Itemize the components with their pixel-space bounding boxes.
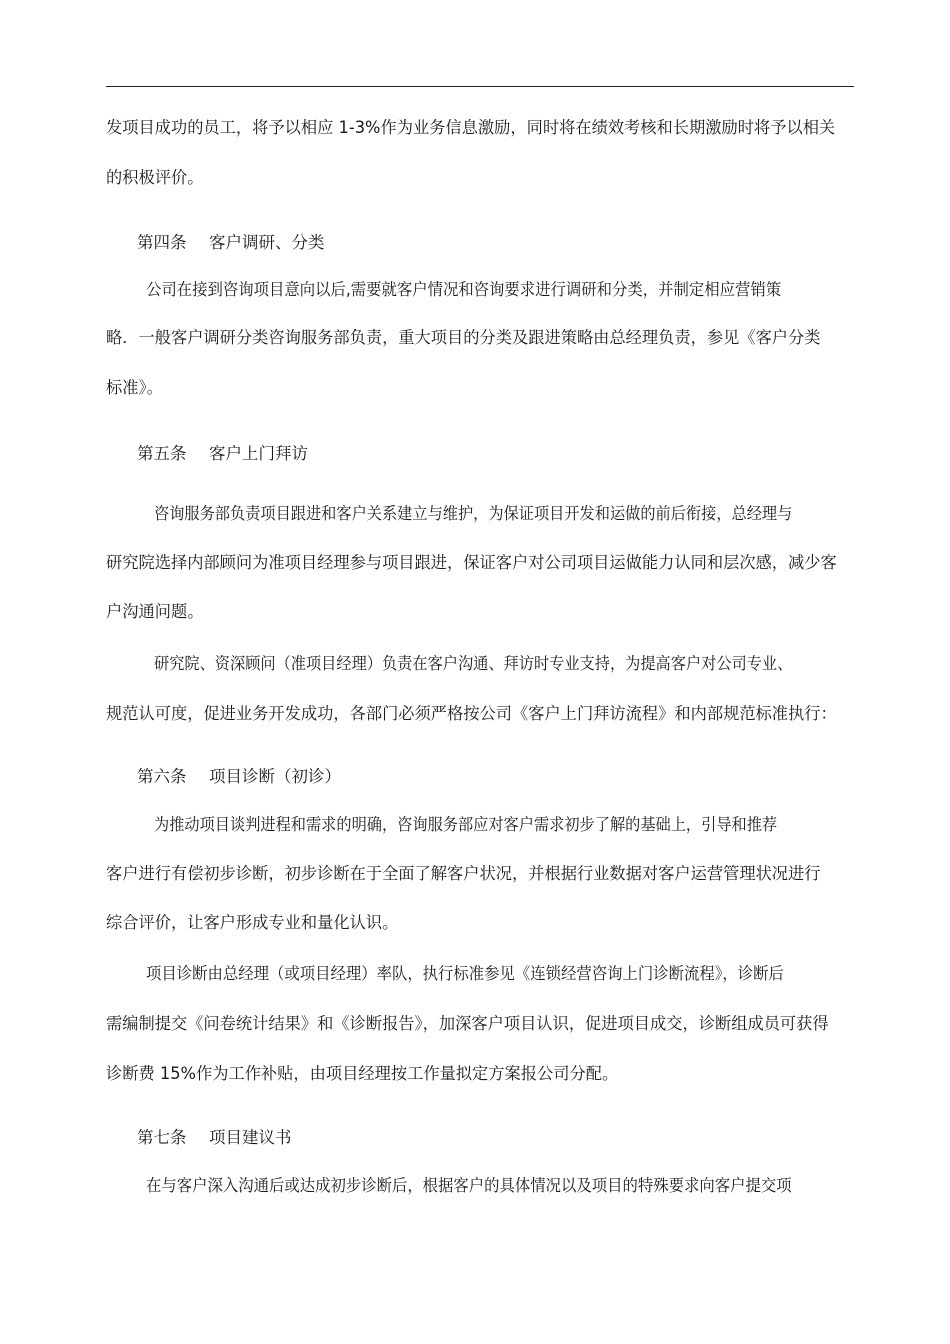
paragraph-line: 综合评价，让客户形成专业和量化认识。 <box>106 913 399 932</box>
paragraph-line: 规范认可度，促进业务开发成功，各部门必须严格按公司《客户上门拜访流程》和内部规范标准执行： <box>106 704 837 723</box>
paragraph-line: 标准》。 <box>106 378 163 397</box>
paragraph-line: 略．一般客户调研分类咨询服务部负责，重大项目的分类及跟进策略由总经理负责，参见《客户分类 <box>106 328 821 347</box>
paragraph-line: 研究院、资深顾问（准项目经理）负责在客户沟通、拜访时专业支持，为提高客户对公司专业、 <box>154 654 793 673</box>
paragraph-line: 在与客户深入沟通后或达成初步诊断后，根据客户的具体情况以及项目的特殊要求向客户提交项 <box>146 1176 792 1195</box>
article-title: 客户调研、分类 <box>209 233 325 252</box>
paragraph-line: 客户进行有偿初步诊断，初步诊断在于全面了解客户状况，并根据行业数据对客户运营管理状况进行 <box>106 864 821 883</box>
article-heading <box>137 442 308 466</box>
paragraph-line: 发项目成功的员工，将予以相应 1-3%作为业务信息激励，同时将在绩效考核和长期激励时将予以相关 <box>106 118 836 137</box>
paragraph-line: 公司在接到咨询项目意向以后,需要就客户情况和咨询要求进行调研和分类，并制定相应营销策 <box>146 280 782 299</box>
paragraph-line: 的积极评价。 <box>106 168 204 187</box>
article-heading <box>137 765 341 789</box>
paragraph-line: 诊断费 15%作为工作补贴，由项目经理按工作量拟定方案报公司分配。 <box>106 1064 619 1083</box>
paragraph-line: 需编制提交《问卷统计结果》和《诊断报告》，加深客户项目认识，促进项目成交，诊断组成员可获得 <box>106 1014 829 1033</box>
article-heading <box>137 1126 292 1150</box>
paragraph-line: 为推动项目谈判进程和需求的明确，咨询服务部应对客户需求初步了解的基础上，引导和推荐 <box>154 815 778 834</box>
paragraph-line: 户沟通问题。 <box>106 602 204 621</box>
article-number: 第五条 <box>137 444 187 463</box>
article-title: 项目诊断（初诊） <box>209 767 341 786</box>
article-heading <box>137 231 325 255</box>
paragraph-line: 咨询服务部负责项目跟进和客户关系建立与维护，为保证项目开发和运做的前后衔接，总经理与 <box>154 504 793 523</box>
article-number: 第四条 <box>137 233 187 252</box>
article-number: 第七条 <box>137 1128 187 1147</box>
article-number: 第六条 <box>137 767 187 786</box>
paragraph-line: 项目诊断由总经理（或项目经理）率队，执行标准参见《连锁经营咨询上门诊断流程》，诊断后 <box>146 964 784 983</box>
paragraph-line: 研究院选择内部顾问为准项目经理参与项目跟进，保证客户对公司项目运做能力认同和层次感，减少客 <box>106 553 837 572</box>
header-rule <box>106 86 854 87</box>
article-title: 客户上门拜访 <box>209 444 308 463</box>
article-title: 项目建议书 <box>209 1128 292 1147</box>
